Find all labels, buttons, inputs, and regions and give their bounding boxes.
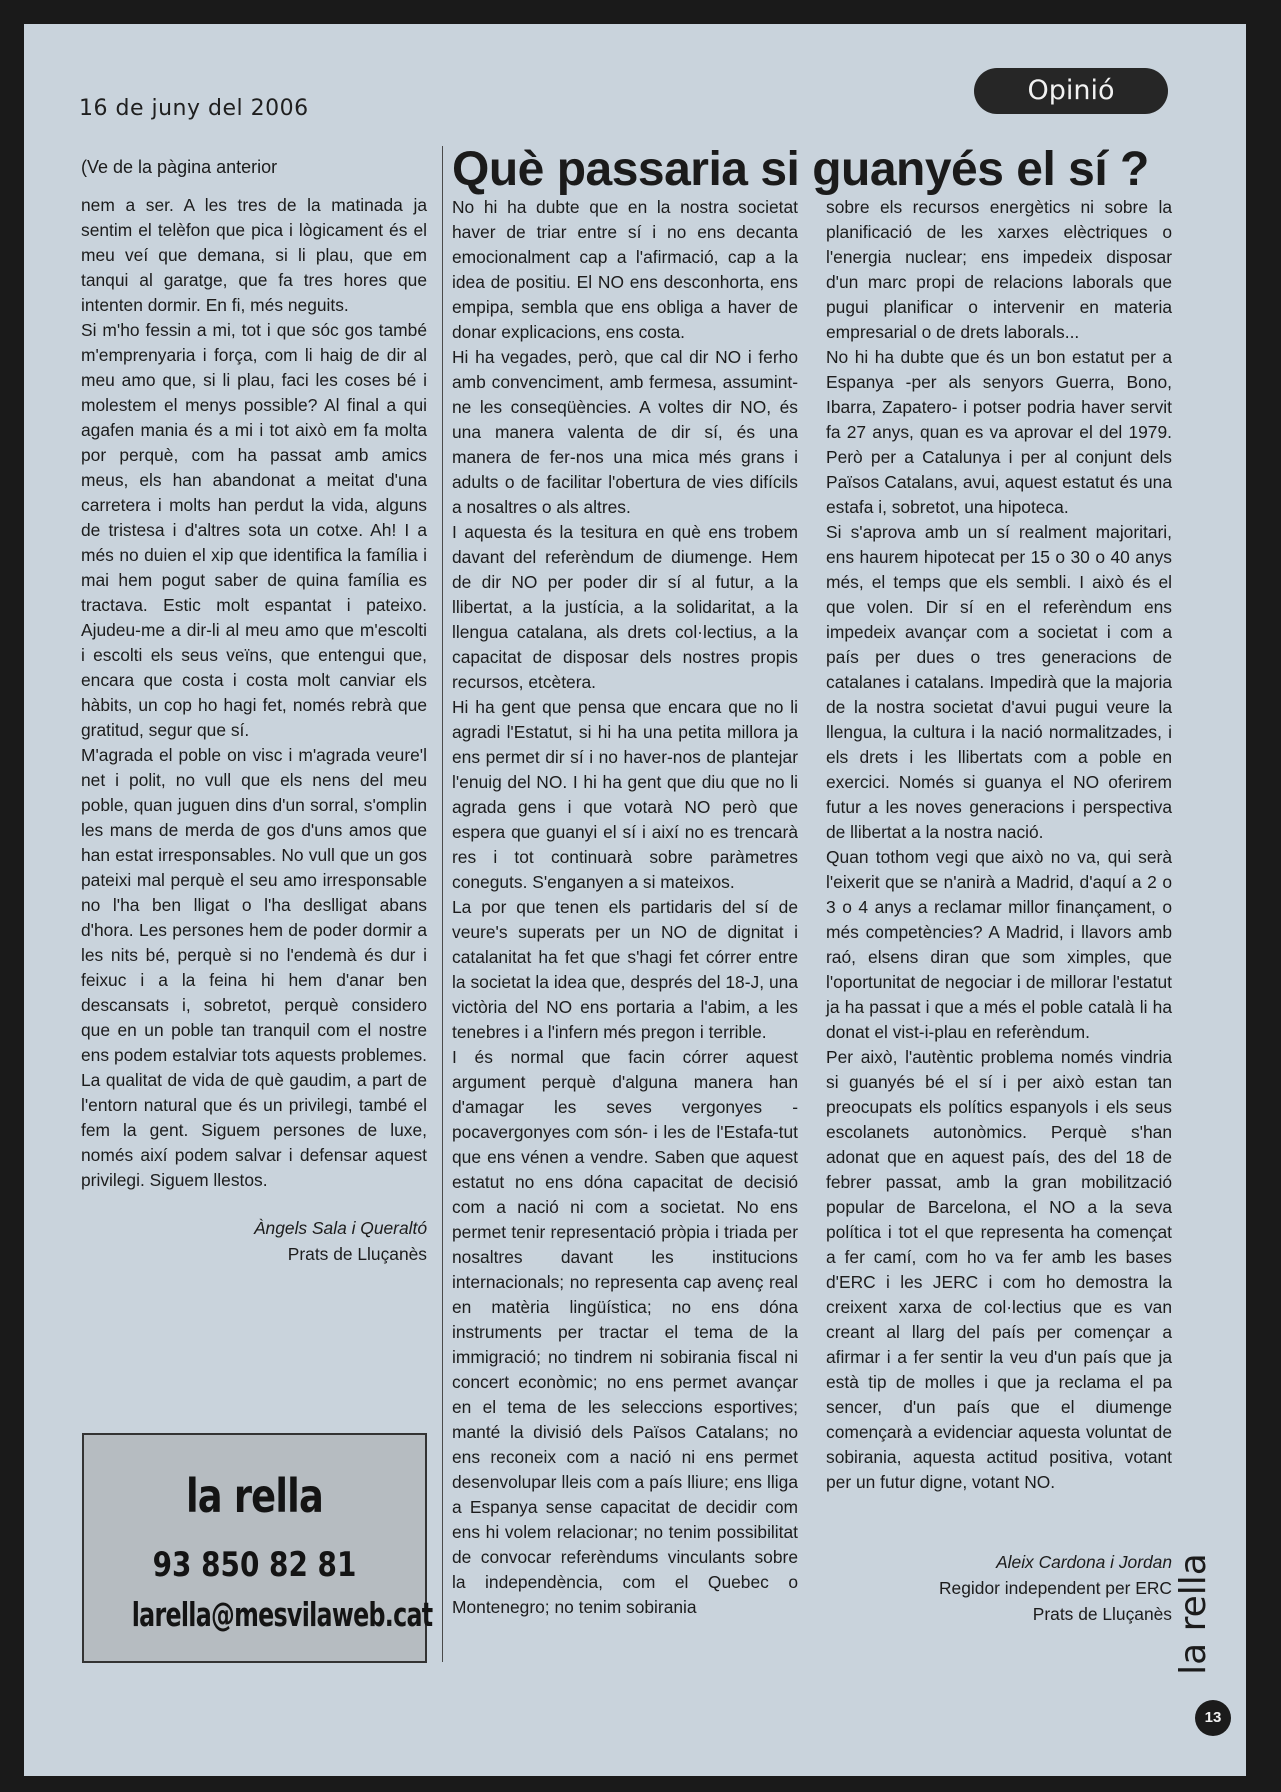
article-paragraph: Quan tothom vegi que això no va, qui serà l'eixerit que se n'anirà a Madrid, d'aquí a 2 o 3 o 4 anys a reclamar millor finançament, o més competències? A Madrid, i llavors amb raó, elsens diran que som ximples, que l'oportunitat de negociar i de millorar l'estatut ja ha passat i que a més el poble català li ha donat el vist-i-plau en referèndum. [826, 847, 1172, 1042]
left-author: Àngels Sala i Queraltó [253, 1218, 427, 1238]
left-signature [81, 1215, 427, 1267]
ad-email: larella@mesvilaweb.cat [131, 1595, 433, 1634]
article-paragraph: No hi ha dubte que és un bon estatut per a Espanya -per als senyors Guerra, Bono, Ibarra, Zapatero- i potser podria haver servit fa 27 anys, quan es va aprovar el del 1979. Però per a Catalunya i per al conjunt dels Països Catalans, avui, aquest estatut és una estafa i, sobretot, una hipoteca. [826, 347, 1172, 517]
main-author: Aleix Cardona i Jordan [996, 1552, 1172, 1572]
advertisement-box [82, 1433, 433, 1663]
page-number: 13 [1195, 1700, 1231, 1736]
middle-column [452, 195, 798, 1665]
column-divider [442, 146, 443, 1662]
ad-title: la rella [185, 1469, 324, 1523]
ad-phone: 93 850 82 81 [152, 1545, 357, 1585]
article-paragraph: La por que tenen els partidaris del sí de veure's superats per un NO de dignitat i catalanitat ha fet que s'hagi fet córrer entre la societat la idea que, després del 18-J, una victòria del NO ens portaria a l'abim, a les tenebres i a l'infern més pregon i terrible. [452, 897, 798, 1042]
main-signature [826, 1549, 1172, 1627]
article-paragraph: Per això, l'autèntic problema només vindria si guanyés bé el sí i per això estan tan preocupats els polítics espanyols i els seus escolanets autonòmics. Perquè s'han adonat que en aquest país, des del 18 de febrer passat, amb la gran mobilització popular de Barcelona, el NO a la seva política i tot el que representa ha començat a fer camí, com ho va fer amb les bases d'ERC i les JERC i com ho demostra la creixent xarxa de col·lectius que es van creant al llarg del país per començar a afirmar i a fer sentir la veu d'un país que ja està tip de molles i que ja reclama el pa sencer, d'un país que el diumenge començarà a evidenciar aquesta voluntat de sobirania, aquesta actitud positiva, votant per un futur digne, votant NO. [826, 1047, 1172, 1492]
main-town: Prats de Lluçanès [1032, 1604, 1172, 1624]
article-paragraph: Hi ha vegades, però, que cal dir NO i ferho amb convenciment, amb fermesa, assumint-ne les conseqüències. A voltes dir NO, és una manera valenta de dir sí, és una manera de fer-nos una mica més grans i adults o de facilitar l'obertura de vies difícils a nosaltres o als altres. [452, 347, 798, 517]
brand-vertical: la rella [1173, 1553, 1214, 1675]
main-author-role: Regidor independent per ERC [939, 1578, 1172, 1598]
article-paragraph: sobre els recursos energètics ni sobre la planificació de les xarxes elèctriques o l'energia nuclear; ens impedeix disposar d'un marc propi de relacions laborals que pugui planificar o intervenir en materia empresarial o de drets laborals... [826, 197, 1172, 342]
article-paragraph: No hi ha dubte que en la nostra societat haver de triar entre sí i no ens decanta emocionalment cap a l'afirmació, cap a la idea de positiu. El NO ens desconhorta, ens empipa, sembla que ens obliga a haver de donar explicacions, ens costa. [452, 197, 798, 342]
left-paragraph: Si m'ho fessin a mi, tot i que sóc gos també m'emprenyaria i força, com li haig de dir al meu amo que, si li plau, faci les coses bé i molestem el menys possible? Al final a qui agafen mania és a mi i tot això em fa molta por perquè, com ha passat amb amics meus, els han abandonat a meitat d'una carretera i molts han perdut la vida, alguns de tristesa i d'altres sota un cotxe. Ah! I a més no duien el xip que identifica la família i mai hem pogut saber de quina família es tractava. Estic molt espantat i pateixo. Ajudeu-me a dir-li al meu amo que m'escolti i escolti els seus veïns, que entengui que, encara que costa i costa molt canviar els hàbits, un cop ho hagi fet, només rebrà que gratitud, segur que sí. [81, 320, 427, 740]
left-column [81, 155, 427, 1267]
newspaper-page [24, 24, 1246, 1776]
article-headline: Què passaria si guanyés el sí ? [452, 143, 1149, 196]
left-town: Prats de Lluçanès [287, 1244, 427, 1264]
article-paragraph: I és normal que facin córrer aquest argument perquè d'alguna manera han d'amagar les seves vergonyes -pocavergonyes com són- i les de l'Estafa-tut que ens vénen a vendre. Saben que aquest estatut no ens dóna capacitat de decisió com a nació ni com a societat. No ens permet tenir representació pròpia i triada per nosaltres davant les institucions internacionals; no representa cap avenç real en matèria lingüística; no ens dóna instruments per tractar el tema de la immigració; no tindrem ni sobirania fiscal ni concert econòmic; no ens permet avançar en el tema de les seleccions esportives; manté la divisió dels Països Catalans; no ens reconeix com a nació ni ens permet desenvolupar lleis com a país lliure; ens lliga a Espanya sense capacitat de decidir com ens hi volem relacionar; no tenim possibilitat de convocar referèndums vinculants sobre la independència, com el Quebec o Montenegro; no tenim sobirania [452, 1047, 798, 1617]
issue-date: 16 de juny del 2006 [79, 96, 309, 121]
right-column [826, 195, 1172, 1627]
article-paragraph: I aquesta és la tesitura en què ens trobem davant del referèndum de diumenge. Hem de dir NO per poder dir sí al futur, a la llibertat, a la justícia, a la solidaritat, a la llengua catalana, als drets col·lectius, a la capacitat de disposar dels nostres propis recursos, etcètera. [452, 522, 798, 692]
left-paragraph: M'agrada el poble on visc i m'agrada veure'l net i polit, no vull que els nens del meu poble, quan juguen dins d'un sorral, s'omplin les mans de merda de gos d'uns amos que han estat irresponsables. No vull que un gos pateixi mal perquè el seu amo irresponsable no l'ha ben lligat o l'ha deslligat abans d'hora. Les persones hem de poder dormir a les nits bé, perquè si no l'endemà és dur i feixuc i a la feina hi hem d'anar ben descansats i, sobretot, perquè considero que en un poble tan tranquil com el nostre ens podem estalviar tots aquests problemes. La qualitat de vida de què gaudim, a part de l'entorn natural que és un privilegi, també el fem la gent. Siguem persones de luxe, només així podem salvar i defensar aquest privilegi. Siguem llestos. [81, 745, 427, 1190]
continued-note: (Ve de la pàgina anterior [81, 157, 278, 177]
article-paragraph: Si s'aprova amb un sí realment majoritari, ens haurem hipotecat per 15 o 30 o 40 anys més, el temps que els sembli. I això és el que volen. Dir sí en el referèndum ens impedeix avançar com a societat i com a país per dues o tres generacions de catalanes i catalans. Impedirà que la majoria de la nostra societat d'avui pugui veure la llengua, la cultura i la nació normalitzades, i els drets i les llibertats com a poble en exercici. Només si guanya el NO oferirem futur a les noves generacions i perspectiva de llibertat a la nostra nació. [826, 522, 1172, 842]
article-paragraph: Hi ha gent que pensa que encara que no li agradi l'Estatut, si hi ha una petita millora ja ens permet dir sí i no haver-nos de plantejar l'enuig del NO. I hi ha gent que diu que no li agrada gens i que votarà NO però que espera que guanyi el sí i així no es trencarà res i tot continuarà sobre paràmetres coneguts. S'enganyen a si mateixos. [452, 697, 798, 892]
left-paragraph: nem a ser. A les tres de la matinada ja sentim el telèfon que pica i lògicament és el meu veí que demana, si li plau, que em tanqui al garatge, que fa tres hores que intenten dormir. En fi, més neguits. [81, 195, 427, 315]
section-label: Opinió [974, 68, 1168, 114]
